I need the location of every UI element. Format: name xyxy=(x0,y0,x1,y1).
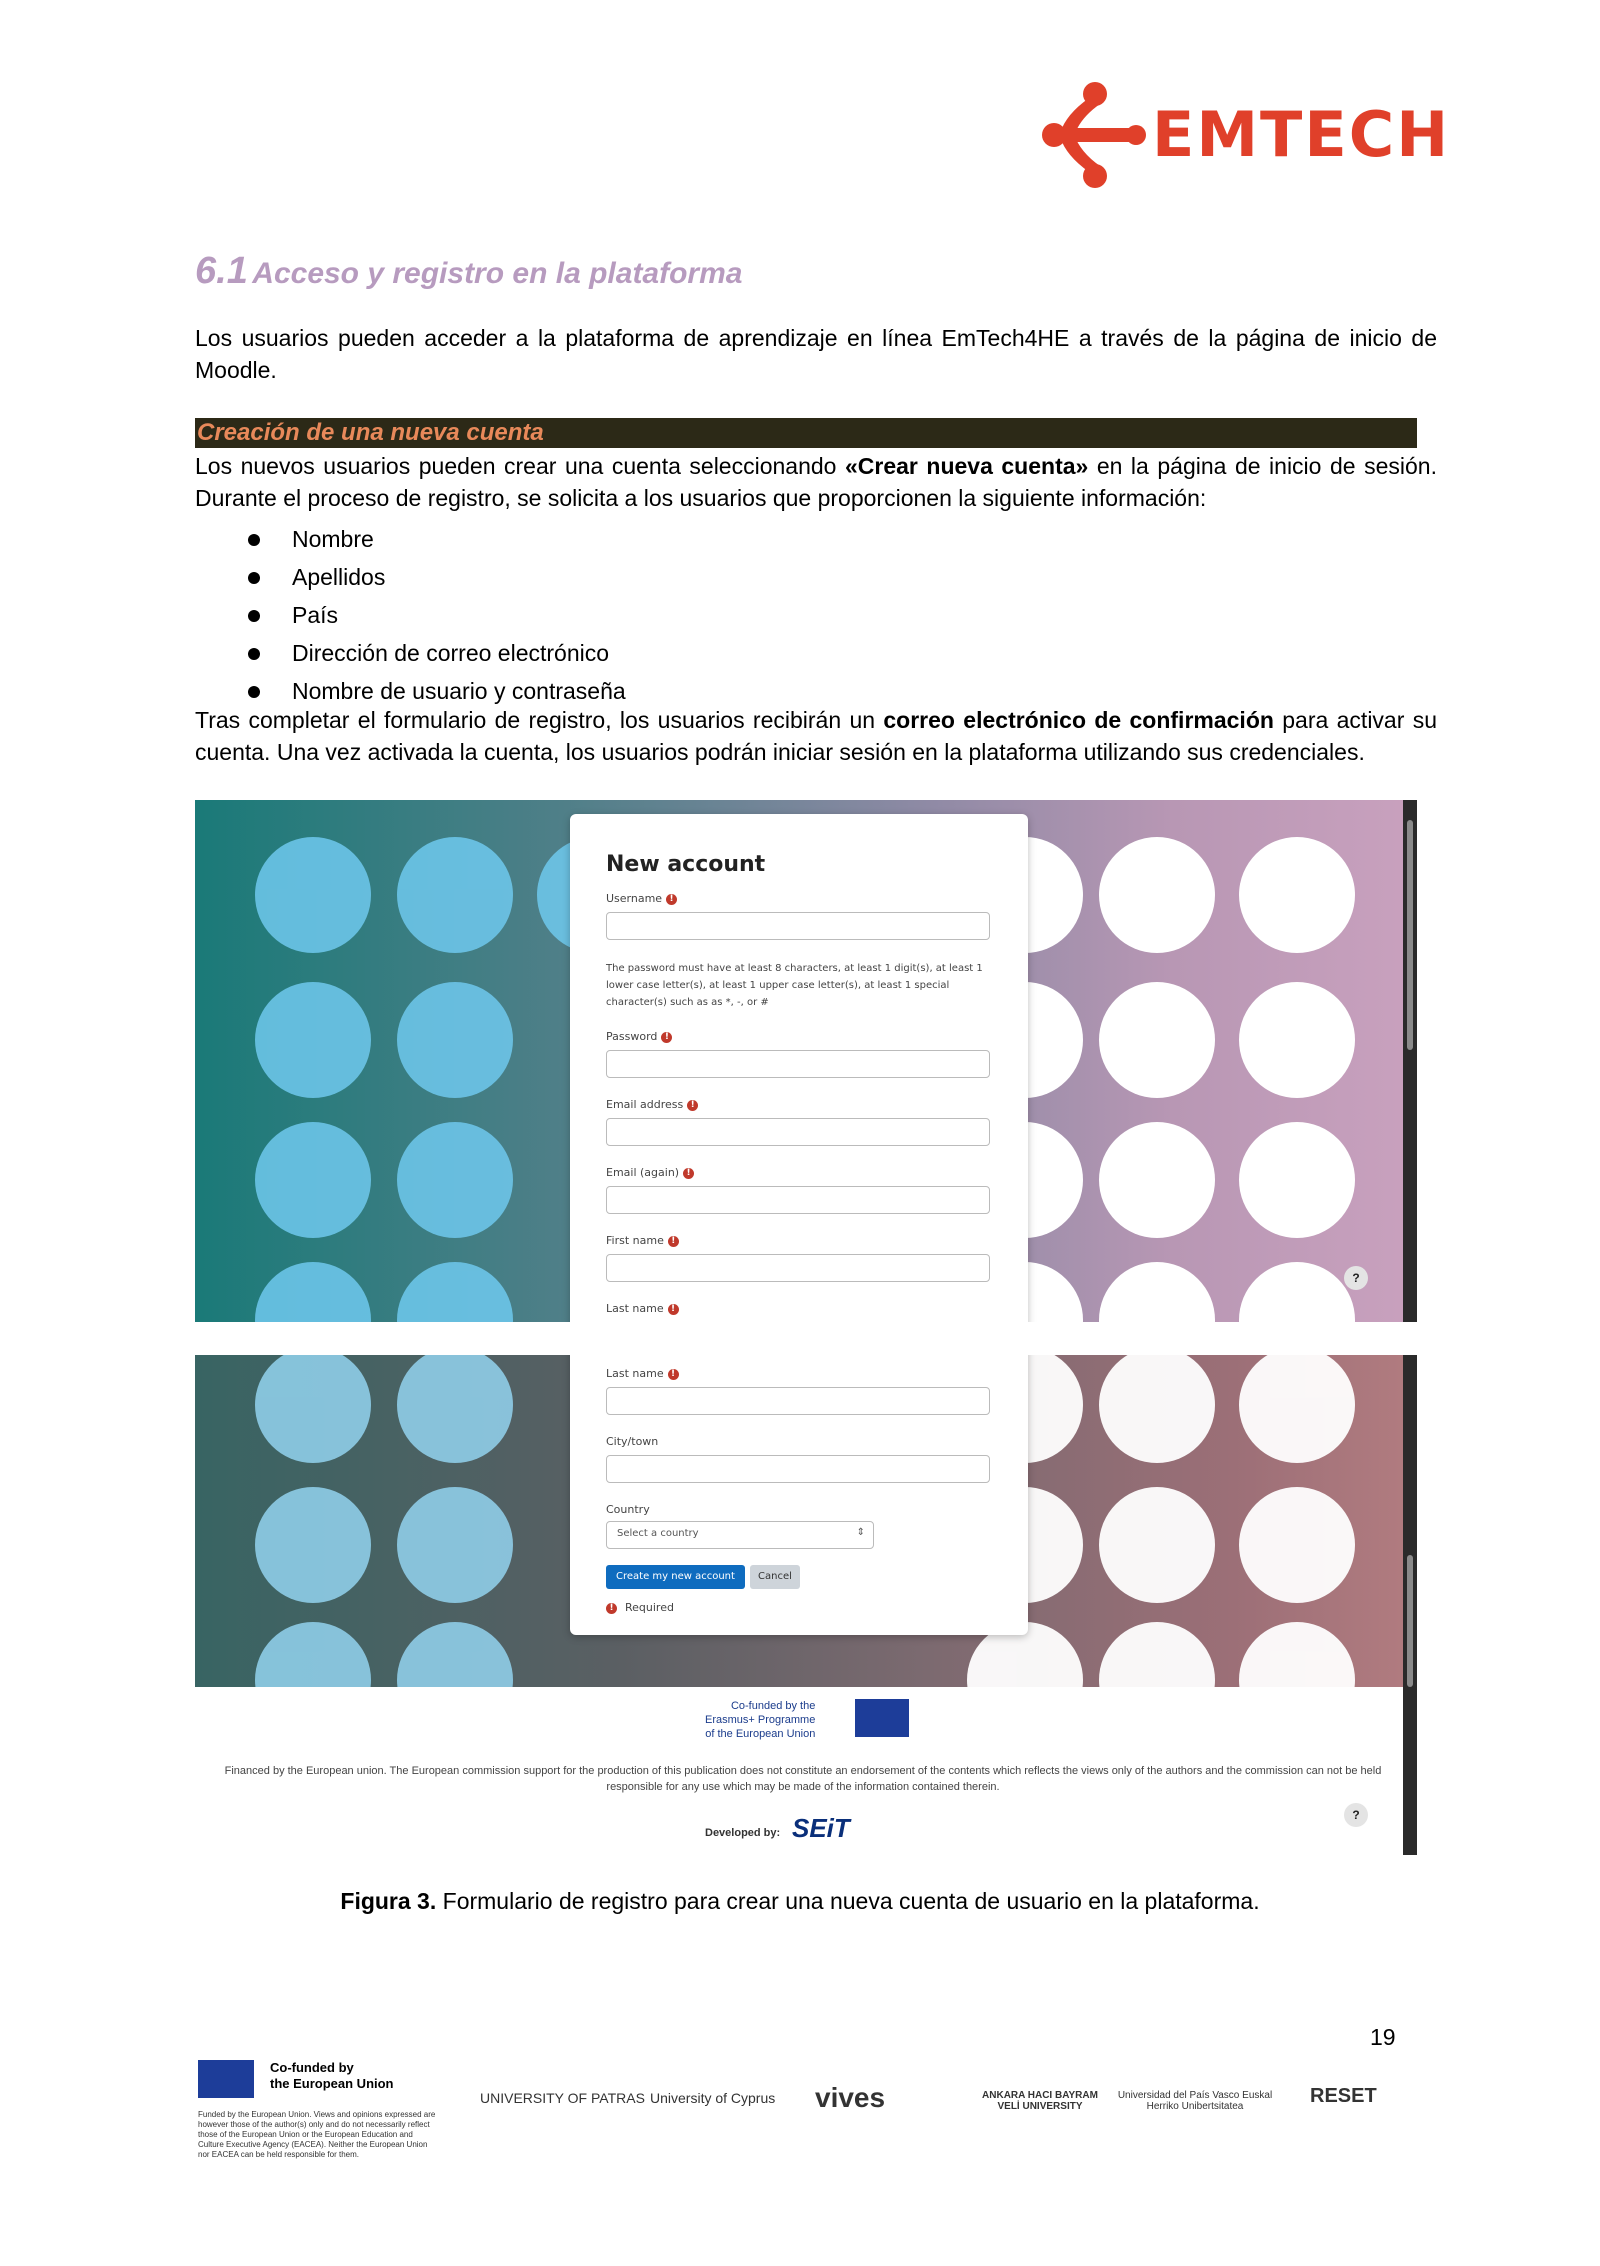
emtech-logo xyxy=(1040,80,1451,190)
email-input[interactable] xyxy=(606,1118,990,1146)
subsection-title: Creación de una nueva cuenta xyxy=(197,419,544,446)
first-name-input[interactable] xyxy=(606,1254,990,1282)
email-label xyxy=(606,1098,698,1111)
subsection-bar xyxy=(195,418,1417,448)
screenshot-top xyxy=(195,800,1417,1322)
country-select-value: Select a country xyxy=(617,1528,699,1539)
partner-logo-hbv: ANKARA HACI BAYRAM VELİ UNIVERSITY xyxy=(982,2090,1098,2112)
required-icon: ! xyxy=(661,1032,672,1043)
scrollbar[interactable] xyxy=(1403,1355,1417,1687)
create-account-button[interactable]: Create my new account xyxy=(606,1565,745,1589)
paragraph-1-bold: «Crear nueva cuenta» xyxy=(844,453,1089,479)
list-item: País xyxy=(240,596,626,634)
section-title xyxy=(195,250,742,293)
developed-by-label: Developed by: xyxy=(705,1827,781,1839)
eu-flag-icon xyxy=(855,1699,909,1737)
screenshot-footer xyxy=(195,1687,1417,1855)
password-input[interactable] xyxy=(606,1050,990,1078)
required-icon: ! xyxy=(606,1603,617,1614)
logo-text: EMTECH xyxy=(1152,98,1451,171)
first-name-label-text: First name xyxy=(606,1234,664,1247)
scrollbar-thumb[interactable] xyxy=(1407,1555,1413,1687)
paragraph-1-text-b: en la página de inicio de sesión. Durante el proceso de registro, se solicita a los usuarios que proporcionen la siguiente información: xyxy=(195,453,1437,511)
required-icon: ! xyxy=(668,1304,679,1315)
list-item: Nombre xyxy=(240,520,626,558)
required-legend-text: Required xyxy=(625,1601,674,1614)
last-name-input[interactable] xyxy=(606,1387,990,1415)
cofunded-line: the European Union xyxy=(270,2076,394,2091)
caption-text: Formulario de registro para crear una nueva cuenta de usuario en la plataforma. xyxy=(436,1888,1260,1914)
required-icon: ! xyxy=(668,1369,679,1380)
country-label: Country xyxy=(606,1503,650,1516)
email-again-label xyxy=(606,1166,694,1179)
new-account-card-continued xyxy=(570,1355,1028,1635)
caption-label: Figura 3. xyxy=(340,1888,437,1914)
eu-flag-icon xyxy=(198,2060,254,2098)
cofund-line: of the European Union xyxy=(705,1728,816,1740)
username-label xyxy=(606,892,677,905)
partner-logo-vives: vives xyxy=(815,2082,886,2113)
last-name-label-text: Last name xyxy=(606,1367,664,1380)
cofund-line: Erasmus+ Programme xyxy=(705,1714,816,1726)
scrollbar-thumb[interactable] xyxy=(1407,820,1413,1050)
country-select[interactable] xyxy=(606,1521,874,1549)
email-again-input[interactable] xyxy=(606,1186,990,1214)
scrollbar[interactable] xyxy=(1403,1687,1417,1855)
cofund-line: Co-funded by the xyxy=(730,1700,816,1712)
partner-logo-cyprus: University of Cyprus xyxy=(650,2090,776,2106)
screenshot-bottom xyxy=(195,1355,1417,1687)
last-name-label xyxy=(606,1367,679,1380)
partner-logo-upv: Universidad del País Vasco Euskal Herriko Unibertsitatea xyxy=(1117,2090,1273,2112)
intro-paragraph: Los usuarios pueden acceder a la plataforma de aprendizaje en línea EmTech4HE a través de la página de inicio de Moodle. xyxy=(195,325,1437,383)
last-name-label xyxy=(606,1302,679,1315)
partner-logo-reset: RESET xyxy=(1310,2085,1377,2107)
password-note: The password must have at least 8 characters, at least 1 digit(s), at least 1 lower case letter(s), at least 1 upper case letter(s), at least 1 special character(s) such as as *, -, or # xyxy=(606,963,983,1008)
cancel-button[interactable]: Cancel xyxy=(750,1565,800,1589)
paragraph-2-text-b: para activar su cuenta. Una vez activada la cuenta, los usuarios podrán iniciar sesión en la plataforma utilizando sus credenciales. xyxy=(195,707,1437,765)
cofunded-line: Co-funded by xyxy=(270,2060,354,2075)
new-account-card xyxy=(570,814,1028,1322)
section-number: 6.1 xyxy=(195,250,248,292)
paragraph-2-text-a: Tras completar el formulario de registro, los usuarios recibirán un xyxy=(195,707,884,733)
bullet-list xyxy=(240,520,626,710)
funding-note: Funded by the European Union. Views and opinions expressed are however those of the author(s) only and do not necessarily reflect those of the European Union or the European Education and Culture Executive Agency (EACEA). Neither the European Union nor EACEA can be held responsible for them. xyxy=(198,2110,436,2159)
form-title: New account xyxy=(606,852,766,877)
paragraph-1-text-a: Los nuevos usuarios pueden crear una cuenta seleccionando xyxy=(195,453,845,479)
paragraph-2 xyxy=(195,704,1437,768)
username-label-text: Username xyxy=(606,892,663,905)
city-input[interactable] xyxy=(606,1455,990,1483)
partner-logo-patras: UNIVERSITY OF PATRAS xyxy=(480,2090,645,2106)
page-number: 19 xyxy=(1370,2024,1396,2050)
email-label-text: Email address xyxy=(606,1098,684,1111)
required-legend xyxy=(606,1601,674,1614)
password-label-text: Password xyxy=(606,1030,658,1043)
erasmus-cofund-text xyxy=(705,1699,815,1741)
scrollbar[interactable] xyxy=(1403,800,1417,1322)
figure-caption xyxy=(0,1888,1600,1915)
list-item: Dirección de correo electrónico xyxy=(240,634,626,672)
select-chevron-icon: ⇕ xyxy=(856,1527,865,1538)
required-icon: ! xyxy=(683,1168,694,1179)
city-label: City/town xyxy=(606,1435,659,1448)
required-icon: ! xyxy=(668,1236,679,1247)
paragraph-2-bold: correo electrónico de confirmación xyxy=(883,707,1274,733)
required-icon: ! xyxy=(687,1100,698,1111)
disclaimer: Financed by the European union. The European commission support for the production of this publication does not constitute an endorsement of the contents which reflects the views only of the authors and the commission can not be held responsible for any use which may be made of the information contained therein. xyxy=(224,1765,1382,1793)
emtech-logo-icon xyxy=(1040,80,1150,190)
first-name-label xyxy=(606,1234,679,1247)
required-icon: ! xyxy=(666,894,677,905)
username-input[interactable] xyxy=(606,912,990,940)
section-heading: Acceso y registro en la plataforma xyxy=(252,257,743,290)
list-item: Nombre de usuario y contraseña xyxy=(240,672,626,710)
paragraph-1 xyxy=(195,450,1437,514)
cofunded-label xyxy=(270,2060,394,2092)
password-label xyxy=(606,1030,672,1043)
help-icon[interactable]: ? xyxy=(1344,1803,1368,1827)
seit-logo: SEiT xyxy=(792,1813,850,1843)
last-name-label-text: Last name xyxy=(606,1302,664,1315)
help-icon[interactable]: ? xyxy=(1344,1266,1368,1290)
list-item: Apellidos xyxy=(240,558,626,596)
email-again-label-text: Email (again) xyxy=(606,1166,680,1179)
